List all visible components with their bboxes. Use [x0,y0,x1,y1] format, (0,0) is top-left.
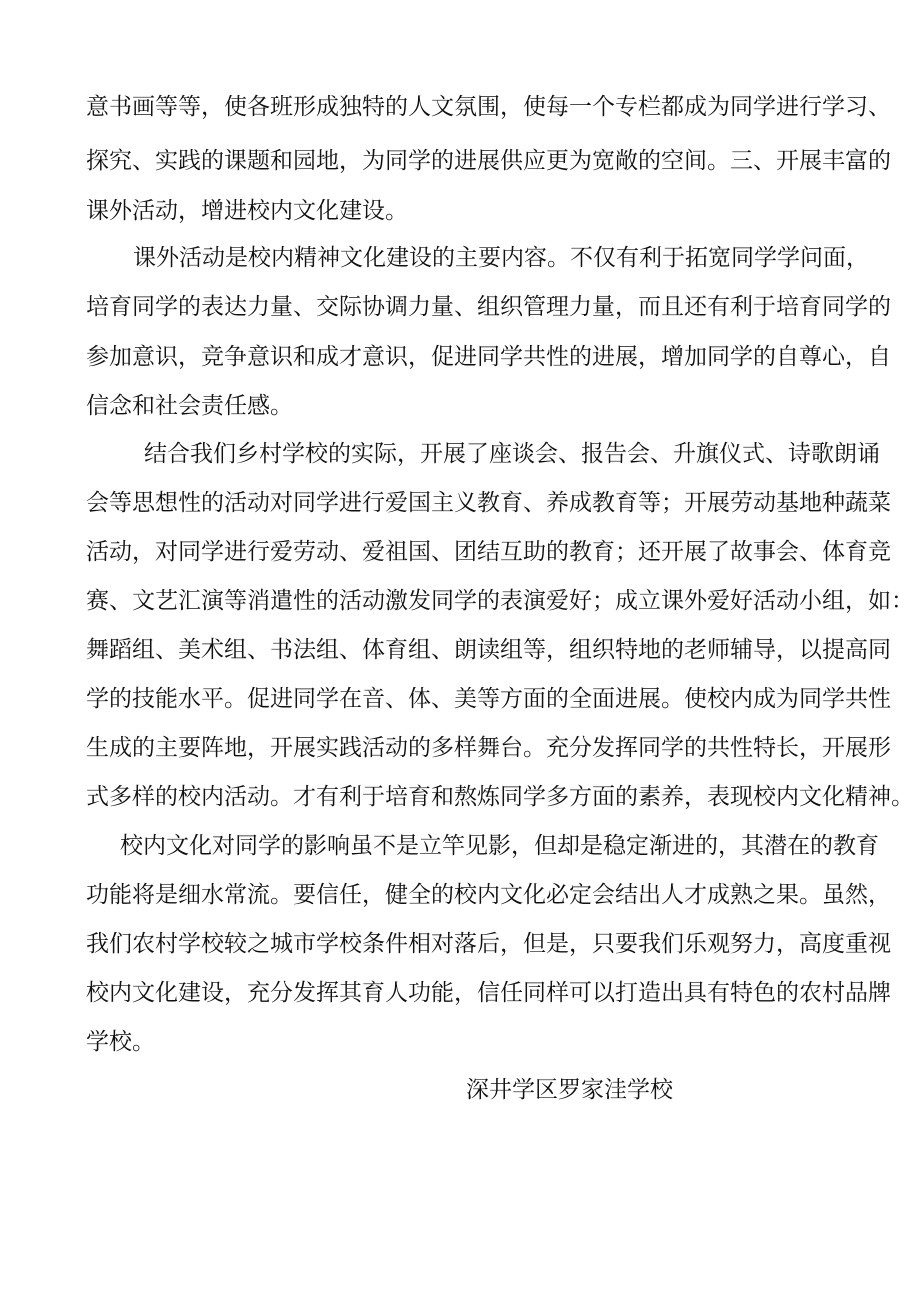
text-line: 信念和社会责任感。 [86,393,293,419]
paragraph-start-line: 校内文化对同学的影响虽不是立竿见影，但却是稳定渐进的，其潜在的教育 [120,833,879,859]
text-line: 课外活动，增进校内文化建设。 [86,198,408,224]
text-line: 我们农村学校较之城市学校条件相对落后，但是，只要我们乐观努力，高度重视 [86,931,891,957]
text-line: 赛、文艺汇演等消遣性的活动激发同学的表演爱好；成立课外爱好活动小组，如： [86,588,914,614]
text-line: 学的技能水平。促进同学在音、体、美等方面的全面进展。使校内成为同学共性 [86,686,891,712]
text-line: 会等思想性的活动对同学进行爱国主义教育、养成教育等；开展劳动基地种蔬菜 [86,490,891,516]
text-line: 舞蹈组、美术组、书法组、体育组、朗读组等，组织特地的老师辅导，以提高同 [86,637,891,663]
text-line: 校内文化建设，充分发挥其育人功能，信任同样可以打造出具有特色的农村品牌 [86,980,891,1006]
text-line: 功能将是细水常流。要信任，健全的校内文化必定会结出人才成熟之果。虽然， [86,882,891,908]
paragraph-start-line: 结合我们乡村学校的实际，开展了座谈会、报告会、升旗仪式、诗歌朗诵 [144,441,880,467]
text-line: 学校。 [86,1029,155,1055]
text-line: 生成的主要阵地，开展实践活动的多样舞台。充分发挥同学的共性特长，开展形 [86,735,891,761]
text-line: 式多样的校内活动。才有利于培育和熬炼同学多方面的素养，表现校内文化精神。 [86,784,914,810]
paragraph-start-line: 课外活动是校内精神文化建设的主要内容。不仅有利于拓宽同学学问面， [133,245,869,271]
text-line: 探究、实践的课题和园地，为同学的进展供应更为宽敞的空间。三、开展丰富的 [86,148,891,174]
text-line: 意书画等等，使各班形成独特的人文氛围，使每一个专栏都成为同学进行学习、 [86,94,891,120]
text-line: 参加意识，竞争意识和成才意识，促进同学共性的进展，增加同学的自尊心，自 [86,344,891,370]
text-line: 活动，对同学进行爱劳动、爱祖国、团结互助的教育；还开展了故事会、体育竞 [86,539,891,565]
text-line: 培育同学的表达力量、交际协调力量、组织管理力量，而且还有利于培育同学的 [86,294,891,320]
signature: 深井学区罗家洼学校 [466,1077,673,1103]
